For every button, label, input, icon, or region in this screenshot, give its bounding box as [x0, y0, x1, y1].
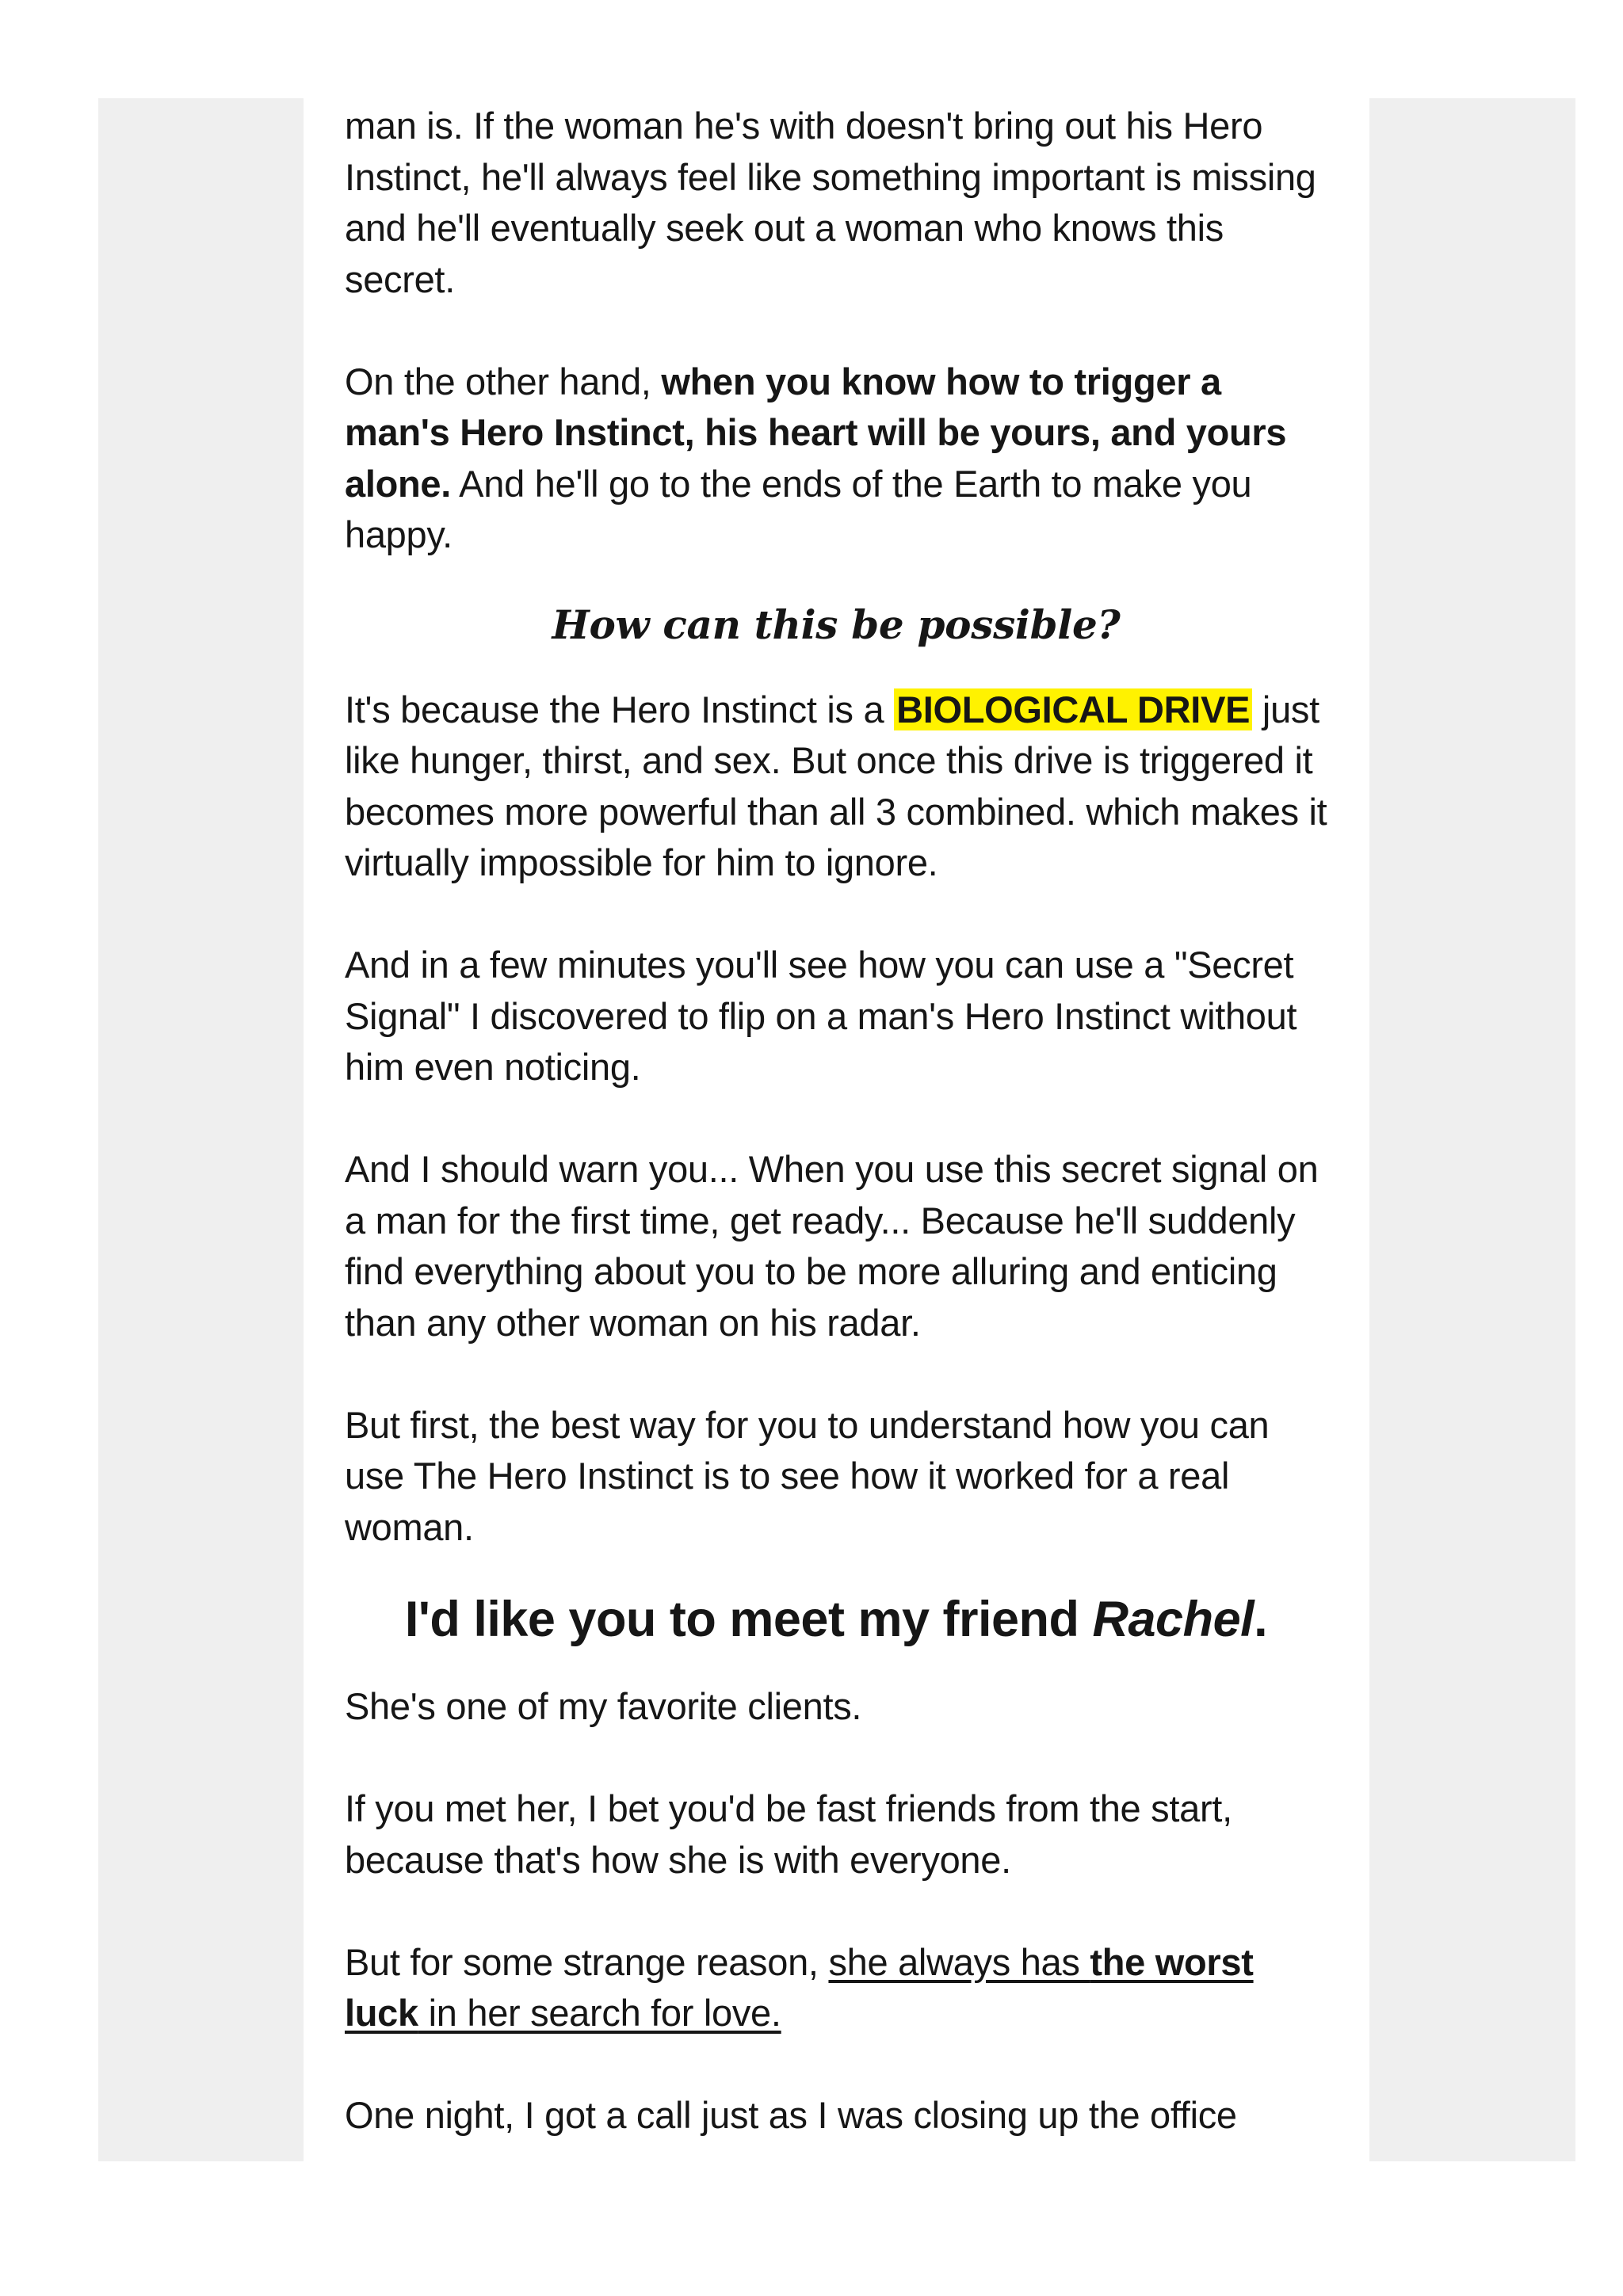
- section-heading: I'd like you to meet my friend Rachel.: [404, 1592, 1268, 1647]
- paragraph-biological-drive: It's because the Hero Instinct is a BIOLOGICAL DRIVE just like hunger, thirst, and sex. But once this drive is triggered it becomes more powerful than all 3 combined. which makes it virtually impossible for him to ignore.: [345, 688, 1327, 883]
- paragraph-fast-friends: If you met her, I bet you'd be fast friends from the start, because that's how she is with everyone.: [345, 1787, 1232, 1881]
- article-page: [304, 98, 1369, 2161]
- paragraph-real-woman: But first, the best way for you to understand how you can use The Hero Instinct is to see how it worked for a real woman.: [345, 1403, 1270, 1548]
- paragraph-favorite-client: She's one of my favorite clients.: [345, 1685, 862, 1727]
- bold-emphasis: when you know how to trigger a man's Hero Instinct, his heart will be yours, and yours alone.: [345, 360, 1287, 505]
- paragraph-worst-luck: But for some strange reason, she always has the worst luck in her search for love.: [345, 1940, 1254, 2034]
- paragraph-night-call: One night, I got a call just as I was closing up the office: [345, 2094, 1237, 2136]
- heading-name: Rachel: [1092, 1592, 1254, 1647]
- paragraph-other-hand: On the other hand, when you know how to trigger a man's Hero Instinct, his heart will be yours, and yours alone. And he'll go to the ends of the Earth to make you happy.: [345, 360, 1287, 555]
- article-body: [345, 98, 1327, 2142]
- paragraph-hero-instinct-missing: man is. If the woman he's with doesn't bring out his Hero Instinct, he'll always feel like something important is missing and he'll eventually seek out a woman who knows this secret.: [345, 105, 1316, 300]
- paragraph-secret-signal: And in a few minutes you'll see how you can use a "Secret Signal" I discovered to flip on a man's Hero Instinct without him even noticing.: [345, 944, 1297, 1088]
- highlighted-text: BIOLOGICAL DRIVE: [894, 688, 1252, 730]
- subheading: How can this be possible?: [552, 601, 1121, 648]
- paragraph-warning: And I should warn you... When you use this secret signal on a man for the first time, get ready... Because he'll suddenly find everything about you to be more alluring and enticing than any other woman on his radar.: [345, 1148, 1319, 1344]
- underlined-text: she always has the worst luck in her search for love.: [345, 1940, 1254, 2034]
